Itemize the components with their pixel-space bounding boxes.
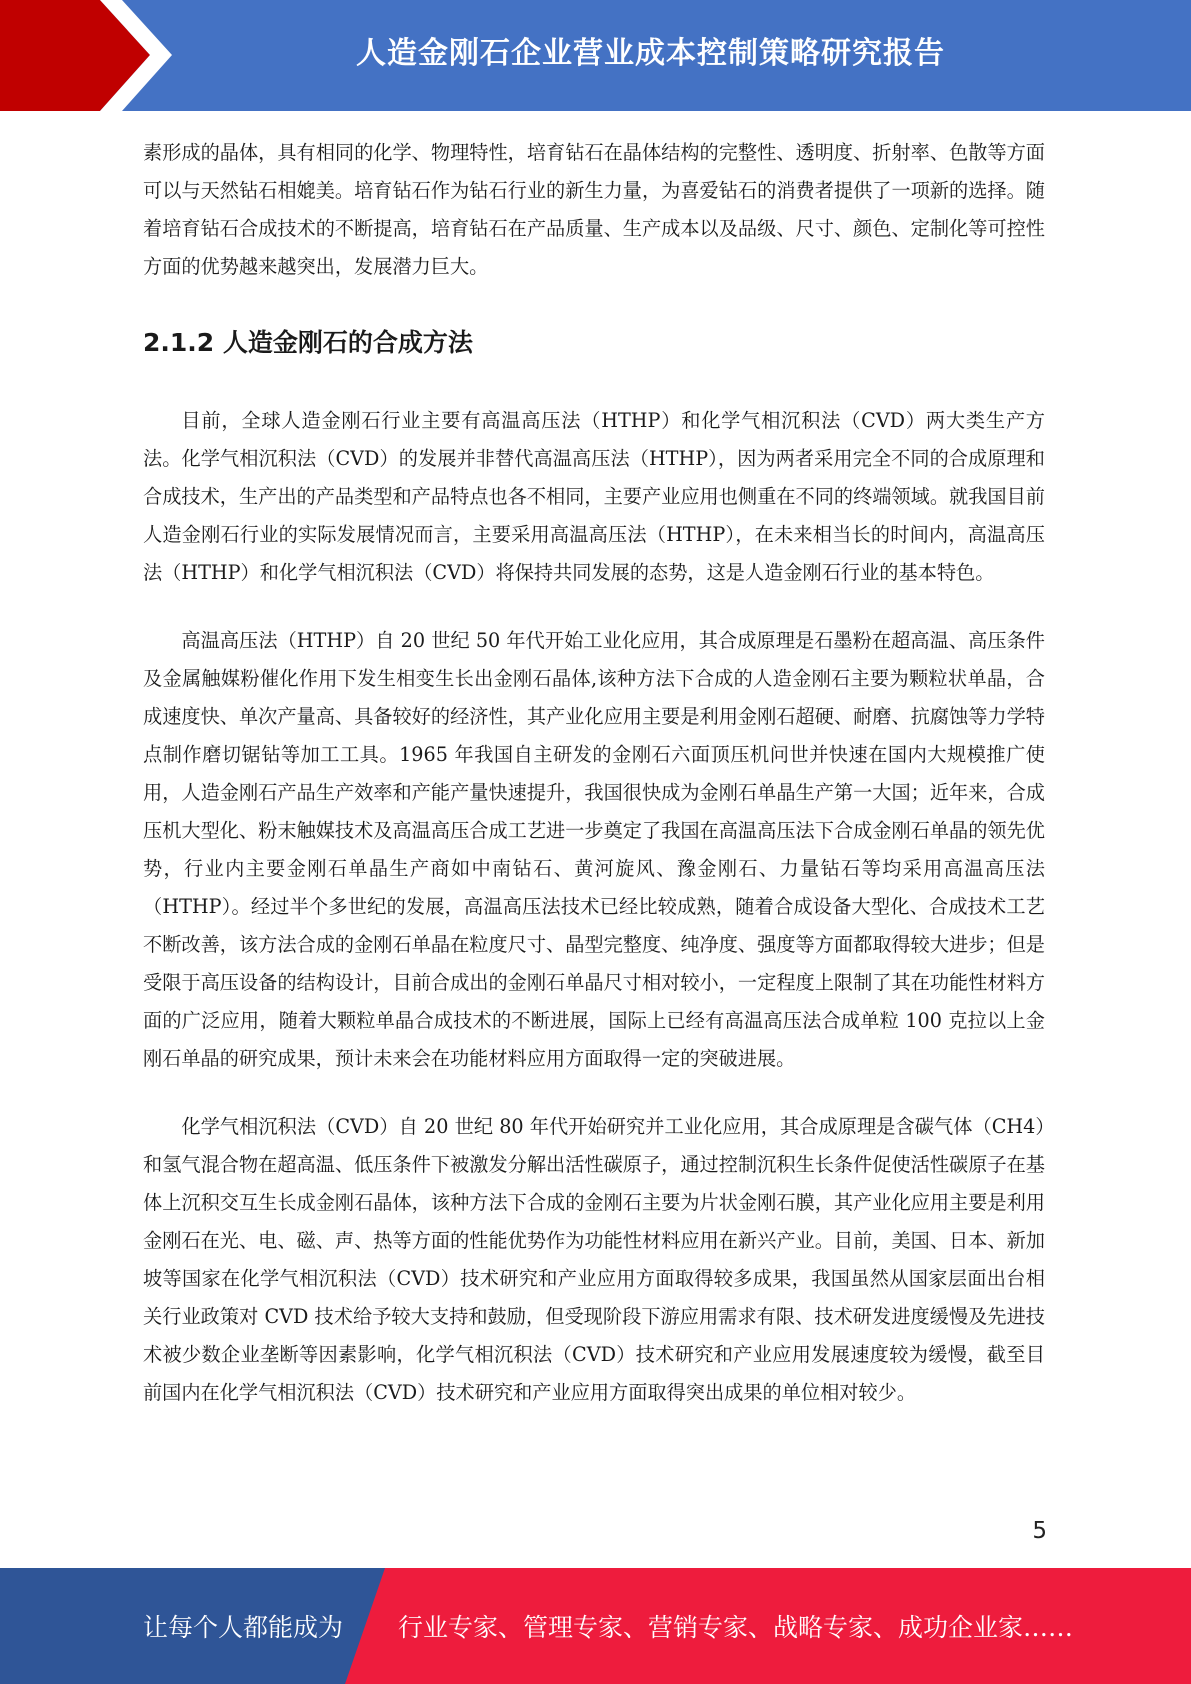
page-number: 5 [1032, 1518, 1047, 1544]
page-header [0, 0, 1191, 111]
footer-slogan-left: 让每个人都能成为 [143, 1613, 344, 1642]
paragraph-1: 目前，全球人造金刚石行业主要有高温高压法（HTHP）和化学气相沉积法（CVD）两大类生产方法。化学气相沉积法（CVD）的发展并非替代高温高压法（HTHP），因为两者采用完全不同的合成原理和合成技术，生产出的产品类型和产品特点也各不相同，主要产业应用也侧重在不同的终端领域。就我国目前人造金刚石行业的实际发展情况而言，主要采用高温高压法（HTHP），在未来相当长的时间内，高温高压法（HTHP）和化学气相沉积法（CVD）将保持共同发展的态势，这是人造金刚石行业的基本特色。 [143, 409, 1045, 584]
section-heading: 2.1.2 人造金刚石的合成方法 [143, 328, 473, 357]
paragraph-2: 高温高压法（HTHP）自 20 世纪 50 年代开始工业化应用，其合成原理是石墨粉在超高温、高压条件及金属触媒粉催化作用下发生相变生长出金刚石晶体,该种方法下合成的人造金刚石主要为颗粒状单晶，合成速度快、单次产量高、具备较好的经济性，其产业化应用主要是利用金刚石超硬、耐磨、抗腐蚀等力学特点制作磨切锯钻等加工工具。1965 年我国自主研发的金刚石六面顶压机问世并快速在国内大规模推广使用，人造金刚石产品生产效率和产能产量快速提升，我国很快成为金刚石单晶生产第一大国；近年来，合成压机大型化、粉末触媒技术及高温高压合成工艺进一步奠定了我国在高温高压法下合成金刚石单晶的领先优势，行业内主要金刚石单晶生产商如中南钻石、黄河旋风、豫金刚石、力量钻石等均采用高温高压法（HTHP）。经过半个多世纪的发展，高温高压法技术已经比较成熟，随着合成设备大型化、合成技术工艺不断改善，该方法合成的金刚石单晶在粒度尺寸、晶型完整度、纯净度、强度等方面都取得较大进步；但是受限于高压设备的结构设计，目前合成出的金刚石单晶尺寸相对较小，一定程度上限制了其在功能性材料方面的广泛应用，随着大颗粒单晶合成技术的不断进展，国际上已经有高温高压法合成单粒 100 克拉以上金刚石单晶的研究成果，预计未来会在功能材料应用方面取得一定的突破进展。 [143, 629, 1045, 1070]
page-content [143, 134, 1045, 1412]
document-title: 人造金刚石企业营业成本控制策略研究报告 [356, 36, 945, 71]
footer-slogan-right: 行业专家、管理专家、营销专家、战略专家、成功企业家…… [398, 1613, 1074, 1642]
intro-paragraph: 素形成的晶体，具有相同的化学、物理特性，培育钻石在晶体结构的完整性、透明度、折射率、色散等方面可以与天然钻石相媲美。培育钻石作为钻石行业的新生力量，为喜爱钻石的消费者提供了一项新的选择。随着培育钻石合成技术的不断提高，培育钻石在产品质量、生产成本以及品级、尺寸、颜色、定制化等可控性方面的优势越来越突出，发展潜力巨大。 [143, 141, 1045, 278]
paragraph-3: 化学气相沉积法（CVD）自 20 世纪 80 年代开始研究并工业化应用，其合成原理是含碳气体（CH4）和氢气混合物在超高温、低压条件下被激发分解出活性碳原子，通过控制沉积生长条件促使活性碳原子在基体上沉积交互生长成金刚石晶体，该种方法下合成的金刚石主要为片状金刚石膜，其产业化应用主要是利用金刚石在光、电、磁、声、热等方面的性能优势作为功能性材料应用在新兴产业。目前，美国、日本、新加坡等国家在化学气相沉积法（CVD）技术研究和产业应用方面取得较多成果，我国虽然从国家层面出台相关行业政策对 CVD 技术给予较大支持和鼓励，但受现阶段下游应用需求有限、技术研发进度缓慢及先进技术被少数企业垄断等因素影响，化学气相沉积法（CVD）技术研究和产业应用发展速度较为缓慢，截至目前国内在化学气相沉积法（CVD）技术研究和产业应用方面取得突出成果的单位相对较少。 [143, 1115, 1045, 1404]
page-footer [0, 1568, 1191, 1684]
